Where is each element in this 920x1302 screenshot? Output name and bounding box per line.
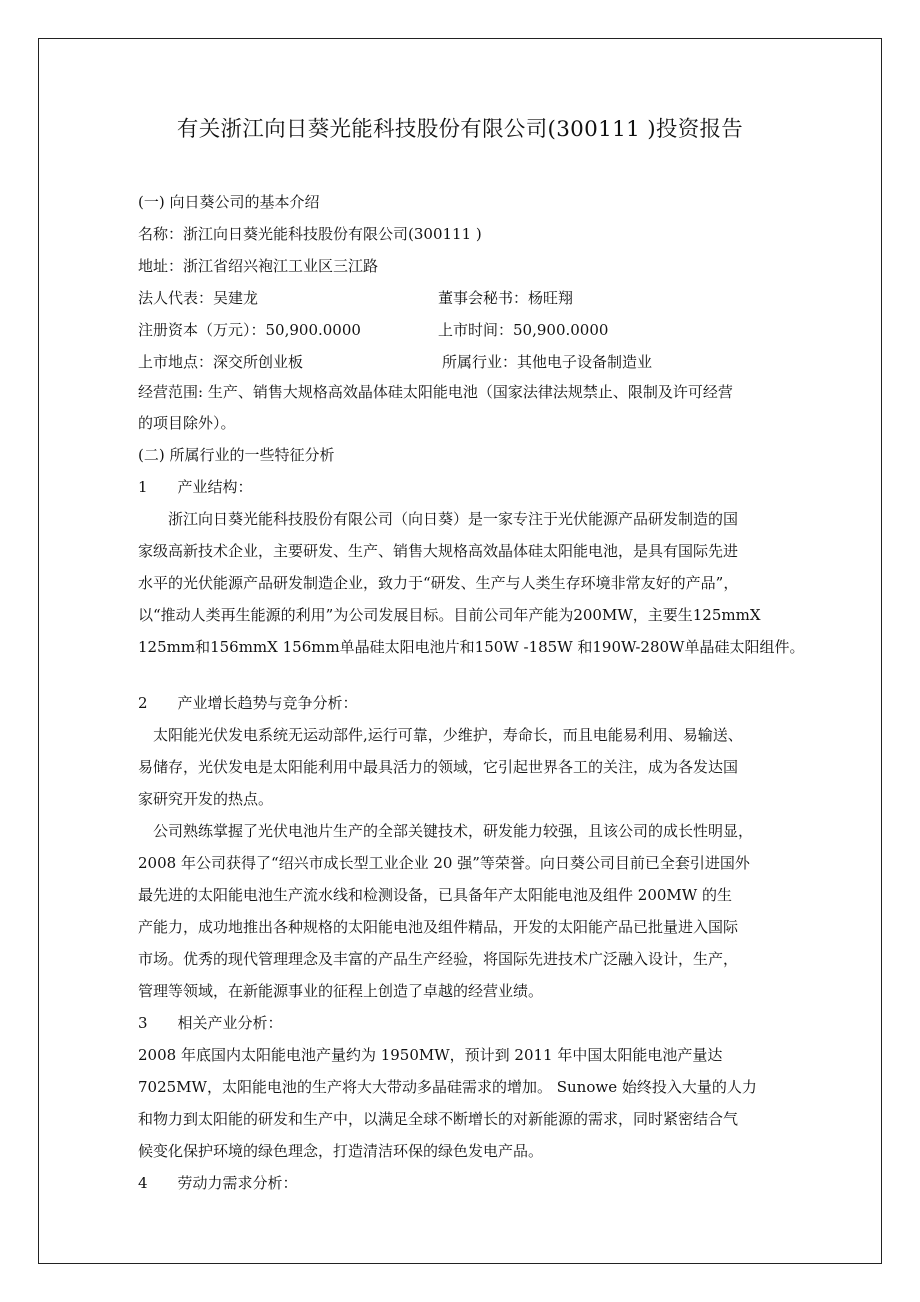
item2-p2-line: 管理等领域，在新能源事业的征程上创造了卓越的经营业绩。 [138, 982, 544, 1000]
company-address: 地址：浙江省绍兴袍江工业区三江路 [138, 257, 379, 275]
item3-title: 3 相关产业分析： [138, 1014, 283, 1032]
item1-text-line: 125mm和156mmX 156mm单晶硅太阳电池片和150W -185W 和190W-280W单晶硅太阳组件。 [138, 638, 805, 656]
section1-heading: (一) 向日葵公司的基本介绍 [138, 193, 320, 211]
business-scope-line: 经营范围: 生产、销售大规格高效晶体硅太阳能电池（国家法律法规禁止、限制及许可经营 [138, 383, 733, 401]
listing-place: 上市地点：深交所创业板 [138, 353, 304, 371]
page-title: 有关浙江向日葵光能科技股份有限公司(300111 )投资报告 [176, 117, 744, 142]
item3-text-line: 7025MW，太阳能电池的生产将大大带动多晶硅需求的增加。 Sunowe 始终投入大量的人力 [138, 1078, 757, 1096]
item1-text-line: 水平的光伏能源产品研发制造企业，致力于“研发、生产与人类生存环境非常友好的产品”， [138, 574, 739, 592]
item2-p2-line: 市场。优秀的现代管理理念及丰富的产品生产经验，将国际先进技术广泛融入设计，生产， [138, 950, 739, 968]
item3-text-line: 和物力到太阳能的研发和生产中，以满足全球不断增长的对新能源的需求，同时紧密结合气 [138, 1110, 739, 1128]
item2-p2-line: 公司熟练掌握了光伏电池片生产的全部关键技术，研发能力较强，且该公司的成长性明显， [138, 822, 754, 840]
company-name: 名称：浙江向日葵光能科技股份有限公司(300111 ) [138, 225, 482, 243]
board-secretary: 董事会秘书：杨旺翔 [438, 289, 574, 307]
item2-p1-line: 易储存，光伏发电是太阳能利用中最具活力的领域，它引起世界各工的关注，成为各发达国 [138, 758, 739, 776]
item4-title: 4 劳动力需求分析： [138, 1174, 298, 1192]
listing-time: 上市时间：50,900.0000 [438, 321, 609, 339]
item3-text-line: 2008 年底国内太阳能电池产量约为 1950MW，预计到 2011 年中国太阳能电池产量达 [138, 1046, 723, 1064]
item2-p2-line: 2008 年公司获得了“绍兴市成长型工业企业 20 强”等荣誉。向日葵公司目前已全套引进国外 [138, 854, 750, 872]
item2-title: 2 产业增长趋势与竞争分析： [138, 694, 358, 712]
item1-text-line: 家级高新技术企业，主要研发、生产、销售大规格高效晶体硅太阳能电池，是具有国际先进 [138, 542, 739, 560]
section2-heading: (二) 所属行业的一些特征分析 [138, 446, 335, 464]
item1-title: 1 产业结构： [138, 478, 253, 496]
item2-p1-line: 家研究开发的热点。 [138, 790, 274, 808]
item1-text-line: 以“推动人类再生能源的利用”为公司发展目标。目前公司年产能为200MW，主要生125mmX [138, 606, 761, 624]
item3-text-line: 候变化保护环境的绿色理念，打造清洁环保的绿色发电产品。 [138, 1142, 544, 1160]
business-scope-line: 的项目除外）。 [138, 414, 236, 432]
item1-text-line: 浙江向日葵光能科技股份有限公司（向日葵）是一家专注于光伏能源产品研发制造的国 [138, 510, 739, 528]
item2-p2-line: 最先进的太阳能电池生产流水线和检测设备，已具备年产太阳能电池及组件 200MW 的生 [138, 886, 732, 904]
registered-capital: 注册资本（万元）：50,900.0000 [138, 321, 361, 339]
item2-p1-line: 太阳能光伏发电系统无运动部件,运行可靠，少维护，寿命长，而且电能易利用、易输送、 [138, 726, 743, 744]
industry: 所属行业：其他电子设备制造业 [442, 353, 653, 371]
item2-p2-line: 产能力，成功地推出各种规格的太阳能电池及组件精品，开发的太阳能产品已批量进入国际 [138, 918, 739, 936]
legal-representative: 法人代表：吴建龙 [138, 289, 259, 307]
